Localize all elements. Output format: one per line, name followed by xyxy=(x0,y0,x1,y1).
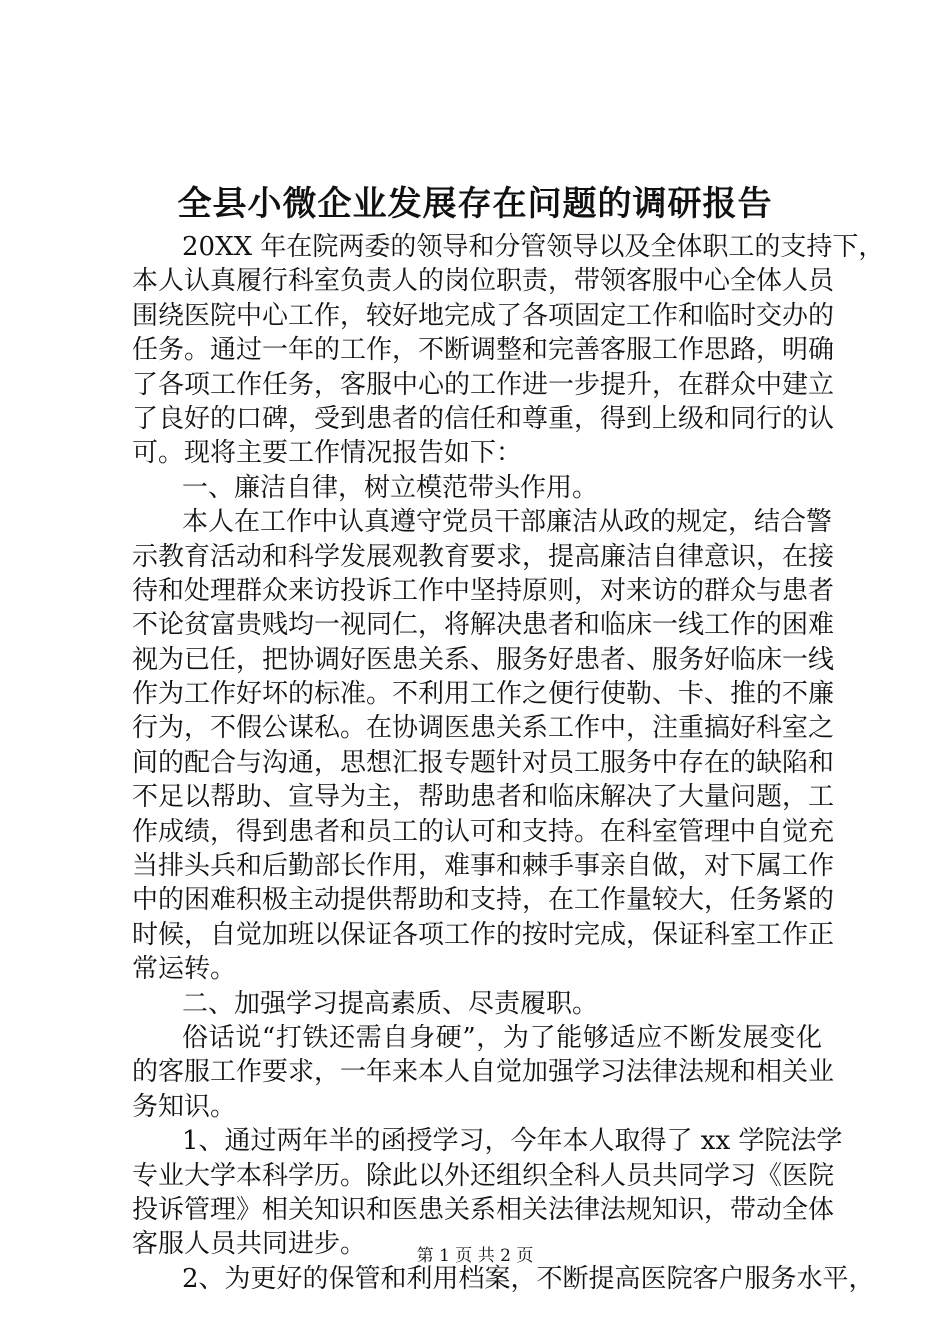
body-text-line: 作为工作好坏的标准。不利用工作之便行使勒、卡、推的不廉 xyxy=(132,679,835,710)
body-text-line: 2、为更好的保管和利用档案，不断提高医院客户服务水平， xyxy=(182,1263,875,1294)
document-body xyxy=(132,230,885,1296)
body-text-line: 一、廉洁自律，树立模范带头作用。 xyxy=(182,472,599,503)
body-text-line: 客服人员共同进步。 xyxy=(132,1229,367,1260)
body-text-line: 投诉管理》相关知识和医患关系相关法律法规知识，带动全体 xyxy=(132,1194,835,1225)
document-title: 全县小微企业发展存在问题的调研报告 xyxy=(177,184,773,224)
body-text-line: 了各项工作任务，客服中心的工作进一步提升，在群众中建立 xyxy=(132,369,835,400)
body-text-line: 本人认真履行科室负责人的岗位职责，带领客服中心全体人员 xyxy=(132,266,835,297)
body-text-line: 不足以帮助、宣导为主，帮助患者和临床解决了大量问题，工 xyxy=(132,782,835,813)
body-text-line: 本人在工作中认真遵守党员干部廉洁从政的规定，结合警 xyxy=(182,507,833,538)
body-text-line: 间的配合与沟通，思想汇报专题针对员工服务中存在的缺陷和 xyxy=(132,747,835,778)
body-text-line: 不论贫富贵贱均一视同仁，将解决患者和临床一线工作的困难 xyxy=(132,610,835,641)
body-text-line: 可。现将主要工作情况报告如下： xyxy=(132,438,523,469)
body-text-line: 常运转。 xyxy=(132,954,237,985)
body-text-line: 作成绩，得到患者和员工的认可和支持。在科室管理中自觉充 xyxy=(132,816,835,847)
body-text-line: 务知识。 xyxy=(132,1091,237,1122)
body-text-line: 当排头兵和后勤部长作用，难事和棘手事亲自做，对下属工作 xyxy=(132,851,835,882)
body-text-line: 行为，不假公谋私。在协调医患关系工作中，注重搞好科室之 xyxy=(132,713,835,744)
body-text-line: 俗话说“打铁还需自身硬”，为了能够适应不断发展变化 xyxy=(182,1022,822,1053)
page-number-footer: 第 1 页 共 2 页 xyxy=(416,1246,534,1266)
body-text-line: 中的困难积极主动提供帮助和支持，在工作量较大，任务紧的 xyxy=(132,885,835,916)
body-text-line: 1、通过两年半的函授学习，今年本人取得了 xx 学院法学 xyxy=(182,1126,843,1157)
body-text-line: 示教育活动和科学发展观教育要求，提高廉洁自律意识，在接 xyxy=(132,541,835,572)
body-text-line: 二、加强学习提高素质、尽责履职。 xyxy=(182,988,599,1019)
body-text-line: 了良好的口碑，受到患者的信任和尊重，得到上级和同行的认 xyxy=(132,403,835,434)
body-text-line: 围绕医院中心工作，较好地完成了各项固定工作和临时交办的 xyxy=(132,300,835,331)
body-text-line: 的客服工作要求，一年来本人自觉加强学习法律法规和相关业 xyxy=(132,1057,835,1088)
body-text-line: 待和处理群众来访投诉工作中坚持原则，对来访的群众与患者 xyxy=(132,575,835,606)
body-text-line: 时候，自觉加班以保证各项工作的按时完成，保证科室工作正 xyxy=(132,919,835,950)
body-text-line: 专业大学本科学历。除此以外还组织全科人员共同学习《医院 xyxy=(132,1160,835,1191)
body-text-line: 20XX 年在院两委的领导和分管领导以及全体职工的支持下， xyxy=(182,232,885,262)
body-text-line: 任务。通过一年的工作，不断调整和完善客服工作思路，明确 xyxy=(132,335,835,366)
body-text-line: 视为已任，把协调好医患关系、服务好患者、服务好临床一线 xyxy=(132,644,835,675)
